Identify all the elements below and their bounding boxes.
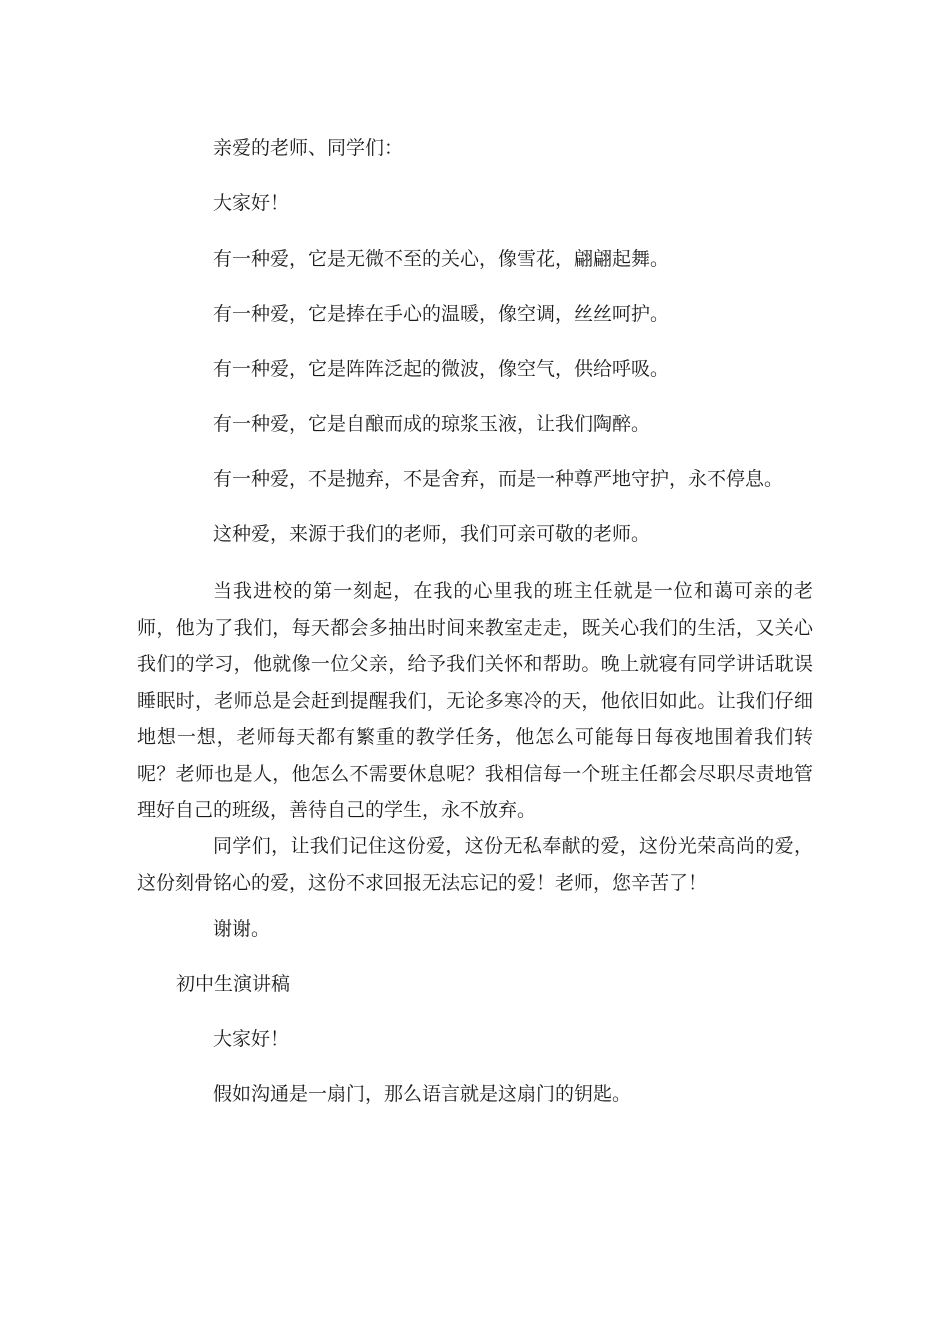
text-line-last: 假如沟通是一扇门，那么语言就是这扇门的钥匙。 xyxy=(213,1083,632,1105)
section-title: 初中生演讲稿 xyxy=(176,973,291,995)
salutation: 亲爱的老师、同学们： xyxy=(213,137,404,159)
paragraph-remember-love: 同学们，让我们记住这份爱，这份无私奉献的爱，这份光荣高尚的爱，这份刻骨铭心的爱，这份不求回报无法忘记的爱！老师，您辛苦了！ xyxy=(137,835,813,894)
text-line: 有一种爱，它是无微不至的关心，像雪花，翩翩起舞。 xyxy=(213,248,670,270)
greeting-2: 大家好！ xyxy=(213,1028,290,1050)
text-line: 有一种爱，不是抛弃，不是舍弃，而是一种尊严地守护，永不停息。 xyxy=(213,468,784,490)
greeting: 大家好！ xyxy=(213,192,290,214)
closing: 谢谢。 xyxy=(213,918,271,940)
text-line: 这种爱，来源于我们的老师，我们可亲可敬的老师。 xyxy=(213,523,651,545)
text-line: 有一种爱，它是阵阵泛起的微波，像空气，供给呼吸。 xyxy=(213,358,670,380)
paragraph-teacher-care: 当我进校的第一刻起，在我的心里我的班主任就是一位和蔼可亲的老师，他为了我们，每天都会多抽出时间来教室走走，既关心我们的生活，又关心我们的学习，他就像一位父亲，给予我们关怀和帮助。晚上就寝有同学讲话耽误睡眠时，老师总是会赶到提醒我们，无论多寒冷的天，他依旧如此。让我们仔细地想一想，老师每天都有繁重的教学任务，他怎么可能每日每夜地围着我们转呢？老师也是人，他怎么不需要休息呢？我相信每一个班主任都会尽职尽责地管理好自己的班级，善待自己的学生，永不放弃。 xyxy=(137,580,813,821)
text-line: 有一种爱，它是自酿而成的琼浆玉液，让我们陶醉。 xyxy=(213,413,651,435)
text-line: 有一种爱，它是捧在手心的温暖，像空调，丝丝呵护。 xyxy=(213,303,670,325)
